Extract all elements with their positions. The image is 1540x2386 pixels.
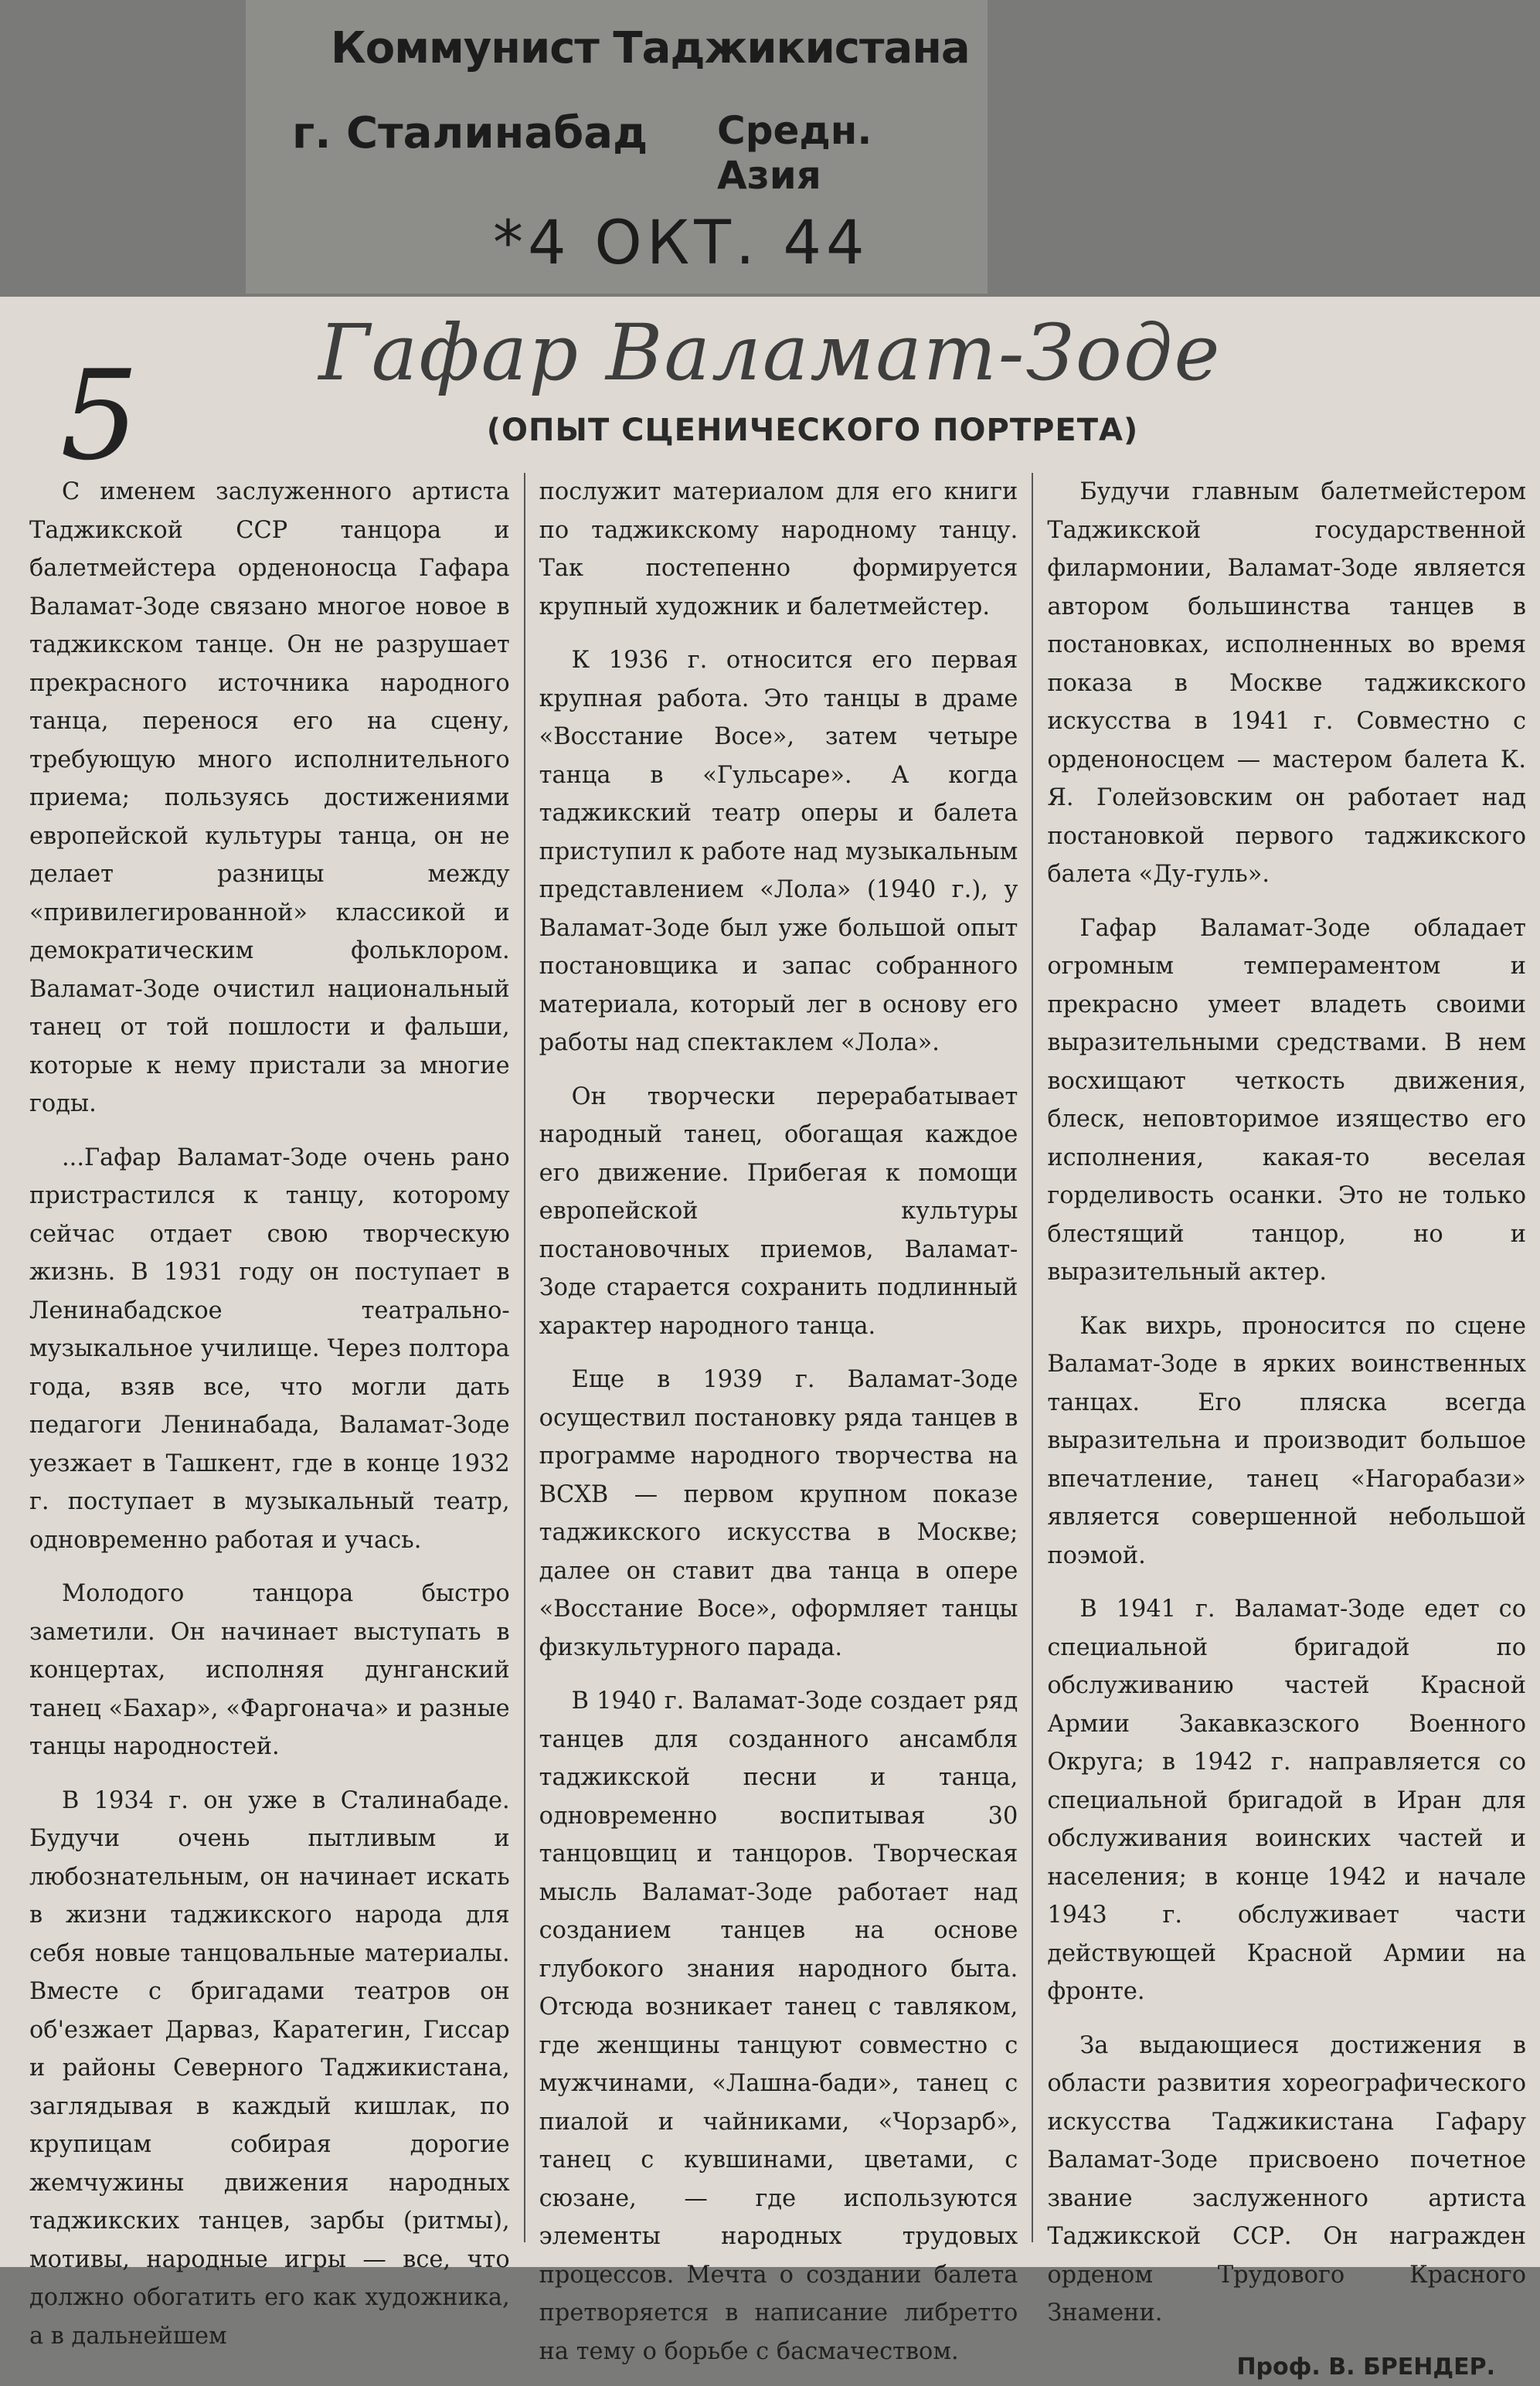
paragraph: послужит материалом для его книги по таджикскому народному танцу. Так постепенно формируется крупный художник и балетмейстер. (539, 473, 1018, 626)
stamp-city: г. Сталинабад (292, 108, 648, 158)
column-3 (1032, 473, 1540, 2242)
paragraph: Он творчески перерабатывает народный танец, обогащая каждое его движение. Прибегая к помощи европейской культуры постановочных приемов, Валамат-Зоде старается сохранить подлинный характер народного танца. (539, 1078, 1018, 1346)
column-2 (524, 473, 1032, 2242)
paragraph: За выдающиеся достижения в области развития хореографического искусства Таджикистана Гафару Валамат-Зоде присвоено почетное звание заслуженного артиста Таджикской ССР. Он награжден орденом Трудового Красного Знамени. (1047, 2027, 1526, 2333)
paragraph: Будучи главным балетмейстером Таджикской государственной филармонии, Валамат-Зоде является автором большинства танцев в постановках, исполненных во время показа в Москве таджикского искусства в 1941 г. Совместно с орденоносцем — мастером балета К. Я. Голейзовским он работает над постановкой первого таджикского балета «Ду-гуль». (1047, 473, 1526, 894)
paragraph: Как вихрь, проносится по сцене Валамат-Зоде в ярких воинственных танцах. Его пляска всегда выразительна и производит большое впечатление, танец «Нагорабази» является совершенной небольшой поэмой. (1047, 1307, 1526, 1575)
stamp-date: *4 ОКТ. 44 (493, 209, 869, 278)
paragraph: С именем заслуженного артиста Таджикской ССР танцора и балетмейстера орденоносца Гафара Валамат-Зоде связано многое новое в таджикском танце. Он не разрушает прекрасного источника народного танца, перенося его на сцену, требующую много исполнительного приема; пользуясь достижениями европейской культуры танца, он не делает разницы между «привилегированной» классикой и демократическим фольклором. Валамат-Зоде очистил национальный танец от той пошлости и фальши, которые к нему пристали за многие годы. (29, 473, 510, 1123)
paragraph: К 1936 г. относится его первая крупная работа. Это танцы в драме «Восстание Восе», затем четыре танца в «Гульсаре». А когда таджикский театр оперы и балета приступил к работе над музыкальным представлением «Лола» (1940 г.), у Валамат-Зоде был уже большой опыт постановщика и запас собранного материала, который лег в основу его работы над спектаклем «Лола». (539, 641, 1018, 1062)
article-title: Гафар Валамат-Зоде (0, 308, 1540, 398)
author-signature: Проф. В. БРЕНДЕР. (1047, 2348, 1526, 2386)
stamp-newspaper-name: Коммунист Таджикистана (331, 23, 970, 73)
handwritten-number: 5 (60, 343, 139, 488)
article-columns (15, 473, 1540, 2242)
paragraph: В 1940 г. Валамат-Зоде создает ряд танцев для созданного ансамбля таджикской песни и танца, одновременно воспитывая 30 танцовщиц и танцоров. Творческая мысль Валамат-Зоде работает над созданием танцев на основе глубокого знания народного быта. Отсюда возникает танец с тавляком, где женщины танцуют совместно с мужчинами, «Лашна-бади», танец с пиалой и чайниками, «Чорзарб», танец с кувшинами, цветами, с сюзане, — где используются элементы народных трудовых процессов. Мечта о создании балета претворяется в написание либретто на тему о борьбе с басмачеством. (539, 1682, 1018, 2371)
article-subtitle: (ОПЫТ СЦЕНИЧЕСКОГО ПОРТРЕТА) (0, 413, 1540, 448)
paragraph: ...Гафар Валамат-Зоде очень рано пристрастился к танцу, которому сейчас отдает свою творческую жизнь. В 1931 году он поступает в Ленинабадское театрально-музыкальное училище. Через полтора года, взяв все, что могли дать педагоги Ленинабада, Валамат-Зоде уезжает в Ташкент, где в конце 1932 г. поступает в музыкальный театр, одновременно работая и учась. (29, 1139, 510, 1560)
stamp-region: Средн. Азия (717, 108, 988, 198)
column-1 (15, 473, 524, 2242)
archive-stamp (246, 0, 988, 294)
paragraph: Еще в 1939 г. Валамат-Зоде осуществил постановку ряда танцев в программе народного творчества на ВСХВ — первом крупном показе таджикского искусства в Москве; далее он ставит два танца в опере «Восстание Восе», оформляет танцы физкультурного парада. (539, 1361, 1018, 1667)
paragraph: В 1934 г. он уже в Сталинабаде. Будучи очень пытливым и любознательным, он начинает искать в жизни таджикского народа для себя новые танцовальные материалы. Вместе с бригадами театров он об'езжает Дарваз, Каратегин, Гиссар и районы Северного Таджикистана, заглядывая в каждый кишлак, по крупицам собирая дорогие жемчужины движения народных таджикских танцев, зарбы (ритмы), мотивы, народные игры — все, что должно обогатить его как художника, а в дальнейшем (29, 1782, 510, 2356)
paragraph: Молодого танцора быстро заметили. Он начинает выступать в концертах, исполняя дунганский танец «Бахар», «Фаргонача» и разные танцы народностей. (29, 1575, 510, 1766)
paragraph: Гафар Валамат-Зоде обладает огромным темпераментом и прекрасно умеет владеть своими выразительными средствами. В нем восхищают четкость движения, блеск, неповторимое изящество его исполнения, какая-то веселая горделивость осанки. Это не только блестящий танцор, но и выразительный актер. (1047, 909, 1526, 1292)
paragraph: В 1941 г. Валамат-Зоде едет со специальной бригадой по обслуживанию частей Красной Армии Закавказского Военного Округа; в 1942 г. направляется со специальной бригадой в Иран для обслуживания воинских частей и населения; в конце 1942 и начале 1943 г. обслуживает части действующей Красной Армии на фронте. (1047, 1590, 1526, 2011)
newspaper-clipping (0, 297, 1540, 2267)
